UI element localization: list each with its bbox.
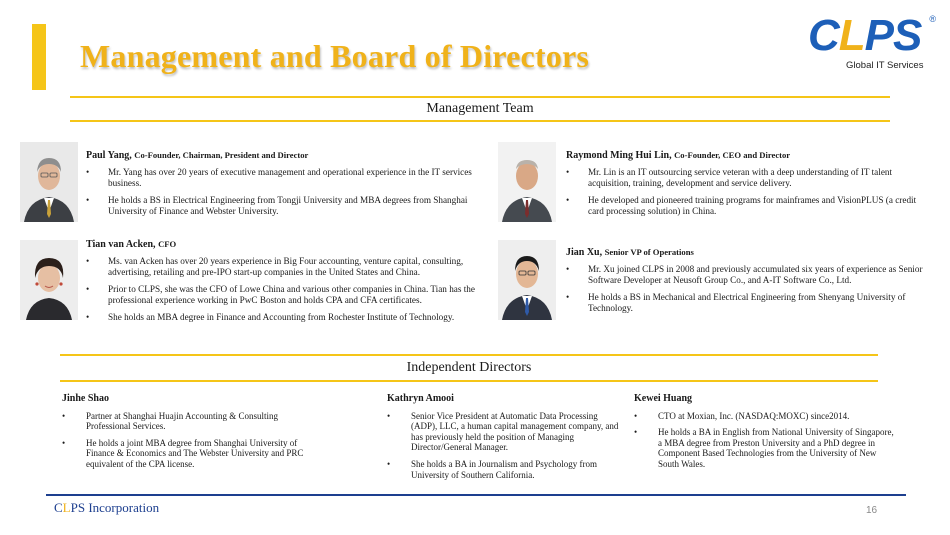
- bio-bullet: • He holds a BA in English from National University of Singapore, a MBA degree from Preston University and a PhD degree in Component Based Technologies from the University of New South Wales.: [634, 427, 898, 469]
- footer-divider: [46, 494, 906, 496]
- management-bio-tian-van-acken: [86, 239, 490, 329]
- bio-bullet: • Ms. van Acken has over 20 years experience in Big Four accounting, venture capital, consulting, advertising, retailing and pre-IPO start-up companies in the United States and China.: [86, 256, 490, 278]
- director-bio-kewei-huang: [634, 394, 898, 476]
- paul-yang-photo: [20, 142, 78, 222]
- portrait-image: [20, 142, 78, 222]
- jian-xu-photo: [498, 240, 556, 320]
- raymond-lin-photo: [498, 142, 556, 222]
- independent-directors-heading: Independent Directors: [60, 354, 878, 382]
- portrait-image: [20, 240, 78, 320]
- director-name: Kewei Huang: [634, 393, 693, 404]
- bio-bullet: • Senior Vice President at Automatic Data Processing (ADP), LLC, a human capital management company, and has previously held the position of Managing Director/General Manager.: [387, 411, 619, 453]
- bio-list: [566, 167, 926, 217]
- footer-company-name: CLPS Incorporation: [54, 500, 160, 515]
- director-name: Jinhe Shao: [62, 393, 109, 404]
- person-role: Co-Founder, CEO and Director: [674, 150, 791, 160]
- registered-mark: ®: [929, 14, 936, 24]
- person-name: Paul Yang, Co-Founder, Chairman, President and Director: [86, 150, 309, 161]
- page-number: 16: [866, 505, 878, 516]
- bio-bullet: • Mr. Yang has over 20 years of executive management and operational experience in the IT services business.: [86, 167, 486, 189]
- bio-list: [86, 256, 490, 323]
- bio-bullet: • Mr. Lin is an IT outsourcing service veteran with a deep understanding of IT talent acquisition, training, development and service delivery.: [566, 167, 926, 189]
- tian-van-acken-photo: [20, 240, 78, 320]
- bio-bullet: • He holds a BS in Electrical Engineering from Tongji University and MBA degrees from Shanghai University of Finance and Webster University.: [86, 195, 486, 217]
- bio-list: [634, 411, 898, 470]
- bio-bullet: • He developed and pioneered training programs for mainframes and VisionPLUS (a credit card processing solution) in China.: [566, 195, 926, 217]
- portrait-image: [498, 142, 556, 222]
- bio-list: [86, 167, 486, 217]
- director-name: Kathryn Amooi: [387, 393, 454, 404]
- person-role: Co-Founder, Chairman, President and Director: [134, 150, 309, 160]
- bio-bullet: • Partner at Shanghai Huajin Accounting & Consulting Professional Services.: [62, 411, 320, 432]
- bio-list: [387, 411, 619, 481]
- bio-bullet: • Mr. Xu joined CLPS in 2008 and previously accumulated six years of experience as Senior Software Developer at Neusoft Group Co., and A-IT Software Co., Ltd.: [566, 264, 926, 286]
- logo-tagline: Global IT Services: [846, 60, 924, 71]
- person-role: Senior VP of Operations: [604, 247, 694, 257]
- page-title: Management and Board of Directors: [80, 38, 590, 74]
- person-role: CFO: [158, 239, 177, 249]
- clps-logo: [808, 11, 936, 76]
- bio-bullet: • He holds a BS in Mechanical and Electrical Engineering from Shenyang University of Technology.: [566, 292, 926, 314]
- person-name: Jian Xu, Senior VP of Operations: [566, 247, 694, 258]
- management-bio-raymond-lin: [566, 150, 926, 223]
- logo-wordmark: CLPS: [808, 11, 922, 60]
- bio-bullet: • He holds a joint MBA degree from Shanghai University of Finance & Economics and The Webster University and PRC equivalent of the CPA license.: [62, 438, 320, 470]
- management-bio-paul-yang: [86, 150, 486, 223]
- person-name: Tian van Acken, CFO: [86, 239, 177, 250]
- director-bio-kathryn-amooi: [387, 394, 619, 486]
- bio-list: [566, 264, 926, 314]
- bio-bullet: • She holds a BA in Journalism and Psychology from University of Southern California.: [387, 459, 619, 480]
- title-accent-bar: [32, 24, 46, 90]
- person-name: Raymond Ming Hui Lin, Co-Founder, CEO and Director: [566, 150, 791, 161]
- bio-bullet: • Prior to CLPS, she was the CFO of Lowe China and various other companies in China. Tian has the professional experience working in PwC Boston and holds CPA and CFA certificates.: [86, 284, 490, 306]
- bio-list: [62, 411, 320, 470]
- bio-bullet: • CTO at Moxian, Inc. (NASDAQ:MOXC) since2014.: [634, 411, 898, 422]
- bio-bullet: • She holds an MBA degree in Finance and Accounting from Rochester Institute of Technology.: [86, 312, 490, 323]
- management-team-heading: Management Team: [70, 96, 890, 122]
- director-bio-jinhe-shao: [62, 394, 320, 476]
- management-bio-jian-xu: [566, 247, 926, 320]
- portrait-image: [498, 240, 556, 320]
